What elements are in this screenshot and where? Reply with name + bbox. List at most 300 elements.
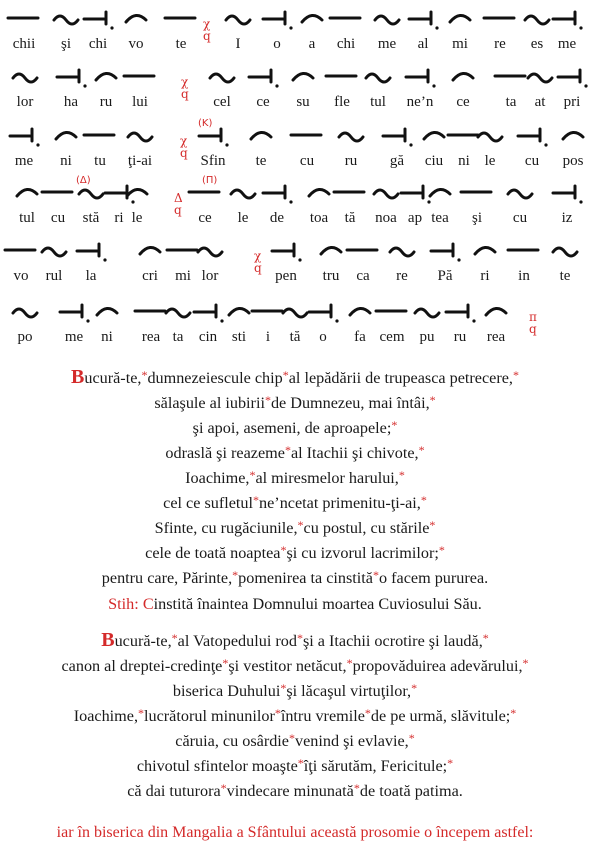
syllable: cu — [524, 153, 540, 169]
pthora-mark: (Π) — [202, 175, 218, 186]
syllable: at — [534, 94, 546, 110]
syllable: chii — [12, 36, 36, 52]
syllable: tul — [370, 94, 386, 110]
neume-dot — [457, 258, 460, 261]
verse-line — [0, 515, 590, 538]
neume-mark — [383, 129, 405, 141]
martyria-mark: q — [181, 87, 189, 101]
verse-line — [0, 365, 590, 388]
score-row — [0, 62, 590, 120]
neume-mark — [406, 70, 428, 82]
asterisk-mark: * — [284, 443, 291, 457]
neume-mark — [283, 309, 307, 317]
verse-line — [0, 703, 590, 726]
syllable: cri — [142, 268, 158, 284]
syllable: la — [85, 268, 97, 284]
syllable: i — [265, 329, 271, 345]
asterisk-mark: * — [264, 393, 271, 407]
neume-mark — [229, 308, 249, 315]
neume-mark — [10, 129, 32, 141]
verse-segment: Ioachime, — [73, 707, 139, 725]
verse-segment: ucură-te, — [114, 632, 172, 650]
asterisk-mark: * — [512, 368, 519, 382]
verse-line — [0, 390, 590, 413]
martyria-mark: q — [203, 29, 211, 43]
syllable: ta — [172, 329, 184, 345]
syllable: pri — [563, 94, 581, 110]
asterisk-mark: * — [398, 468, 405, 482]
martyria-mark: Δ — [174, 191, 183, 205]
neume-mark — [321, 247, 341, 254]
neume-mark — [309, 305, 331, 317]
asterisk-mark: * — [411, 681, 418, 695]
verse-segment: pomenirea ta cinstită — [238, 569, 373, 587]
neume-mark — [446, 305, 468, 317]
neume-dot — [289, 200, 292, 203]
verse-line — [0, 628, 590, 651]
syllable: ce — [256, 94, 270, 110]
neume-mark — [79, 190, 103, 198]
neume-mark — [17, 189, 37, 196]
syllable: I — [235, 36, 241, 52]
verse-segment: cel ce sufletul — [163, 494, 254, 512]
syllable: rea — [486, 329, 506, 345]
neume-mark — [263, 186, 285, 198]
syllable: mi — [452, 36, 468, 52]
neume-mark — [409, 12, 431, 24]
neume-mark — [251, 132, 271, 139]
syllable: cem — [379, 329, 405, 345]
stih-line — [0, 594, 590, 614]
neume-dot — [544, 143, 547, 146]
neume-dot — [275, 84, 278, 87]
syllable: tea — [431, 210, 449, 226]
asterisk-mark: * — [171, 631, 178, 645]
neume-mark — [166, 309, 190, 317]
asterisk-mark: * — [280, 681, 287, 695]
neume-mark — [390, 248, 414, 256]
neume-mark — [127, 189, 147, 196]
verse-segment: venind şi evlavie, — [294, 732, 409, 750]
syllable: te — [559, 268, 571, 284]
verse-segment: de toată patima. — [359, 782, 463, 800]
martyria-mark: χ — [181, 75, 189, 89]
verse-segment: pentru care, Părinte, — [101, 569, 233, 587]
syllable: ciu — [424, 153, 444, 169]
neume-mark — [293, 73, 313, 80]
verse-segment: al Vatopedului rod — [177, 632, 297, 650]
neume-mark — [525, 16, 549, 24]
syllable: de — [269, 210, 285, 226]
verse-segment: de Dumnezeu, mai întâi, — [270, 394, 430, 412]
verse-line — [0, 753, 590, 776]
neume-mark — [210, 74, 234, 82]
asterisk-mark: * — [138, 706, 145, 720]
syllable: ru — [453, 329, 467, 345]
neume-mark — [558, 70, 580, 82]
verse-segment: chivotul sfintelor moaşte — [136, 757, 298, 775]
verse-segment: căruia, cu osârdie — [175, 732, 289, 750]
neume-mark — [553, 186, 575, 198]
asterisk-mark: * — [429, 393, 436, 407]
syllable: tă — [344, 210, 356, 226]
verse-segment: că dai tuturora — [127, 782, 221, 800]
syllable: ru — [99, 94, 113, 110]
syllable: chi — [336, 36, 356, 52]
syllable: sti — [231, 329, 247, 345]
syllable: le — [237, 210, 249, 226]
asterisk-mark: * — [420, 493, 427, 507]
verse-segment: Sfinte, cu rugăciunile, — [154, 519, 298, 537]
neume-dot — [289, 26, 292, 29]
neume-mark — [563, 132, 583, 139]
syllable: ne’n — [406, 94, 434, 110]
syllable: ni — [458, 153, 470, 169]
neume-mark — [226, 16, 250, 24]
asterisk-mark: * — [141, 368, 148, 382]
asterisk-mark: * — [297, 518, 304, 532]
syllable: vo — [128, 36, 144, 52]
neume-dot — [131, 200, 134, 203]
syllable: re — [396, 268, 408, 284]
neume-strip — [0, 236, 590, 266]
asterisk-mark: * — [346, 656, 353, 670]
neume-mark — [453, 73, 473, 80]
neume-mark — [450, 15, 470, 22]
verse-segment: biserica Duhului — [172, 682, 281, 700]
neume-mark — [431, 244, 453, 256]
verse-segment: o facem pururea. — [378, 569, 489, 587]
asterisk-mark: * — [274, 706, 281, 720]
syllable: rea — [141, 329, 161, 345]
neume-mark — [475, 247, 495, 254]
neume-mark — [366, 74, 390, 82]
verse-segment: al lepădării de trupeasca petrecere, — [288, 369, 513, 387]
syllable: me — [64, 329, 84, 345]
neume-mark — [424, 132, 444, 139]
syllable: in — [518, 268, 530, 284]
verse-segment: al Itachii şi chivote, — [290, 444, 419, 462]
syllable: stă — [82, 210, 100, 226]
martyria-mark: χ — [254, 249, 262, 263]
verse-segment: şi lăcaşul virtuţilor, — [286, 682, 412, 700]
neume-mark — [84, 12, 106, 24]
asterisk-mark: * — [364, 706, 371, 720]
syllable: cu — [50, 210, 66, 226]
verse-segment: întru vremile — [280, 707, 365, 725]
score-row — [0, 175, 590, 236]
score-row — [0, 4, 590, 62]
asterisk-mark: * — [253, 493, 260, 507]
verse-line — [0, 490, 590, 513]
syllable: şi — [60, 36, 72, 52]
syllable: me — [557, 36, 577, 52]
syllable: gă — [389, 153, 405, 169]
syllable: al — [417, 36, 429, 52]
syllable: te — [255, 153, 267, 169]
neume-dot — [86, 319, 89, 322]
syllable: Pă — [437, 268, 453, 284]
syllable: tul — [19, 210, 35, 226]
verse-line — [0, 465, 590, 488]
verse-line — [0, 728, 590, 751]
neume-mark — [56, 132, 76, 139]
neume-mark — [199, 129, 221, 141]
neume-mark — [60, 305, 82, 317]
asterisk-mark: * — [510, 706, 517, 720]
asterisk-mark: * — [282, 368, 289, 382]
score-row — [0, 118, 590, 179]
syllable: le — [484, 153, 496, 169]
neume-mark — [553, 248, 577, 256]
asterisk-mark: * — [297, 756, 304, 770]
neume-mark — [54, 16, 78, 24]
verse-segment: îţi sărutăm, Fericitule; — [303, 757, 448, 775]
martyria-mark: χ — [203, 17, 211, 31]
asterisk-mark: * — [522, 656, 529, 670]
neume-mark — [97, 308, 117, 315]
syllable: vo — [13, 268, 29, 284]
stih-label: Stih: — [108, 595, 143, 613]
neume-dot — [83, 84, 86, 87]
neume-mark — [263, 12, 285, 24]
syllable: ta — [505, 94, 517, 110]
asterisk-mark: * — [296, 631, 303, 645]
dropcap: B — [71, 366, 85, 388]
martyria-mark: q — [254, 261, 262, 275]
neume-mark — [13, 309, 37, 317]
syllable: iz — [561, 210, 573, 226]
neume-mark — [42, 248, 66, 256]
score-row — [0, 236, 590, 294]
syllable: pen — [275, 268, 297, 284]
neume-mark — [13, 74, 37, 82]
stih-text: instită înaintea Domnului moartea Cuviosului Său. — [153, 595, 482, 613]
syllable: rul — [45, 268, 63, 284]
asterisk-mark: * — [429, 518, 436, 532]
neume-mark — [375, 16, 399, 24]
verse-line — [0, 415, 590, 438]
syllable: o — [273, 36, 281, 52]
neume-dot — [427, 200, 430, 203]
verse-segment: lucrătorul minunilor — [144, 707, 275, 725]
syllable: le — [131, 210, 143, 226]
verse-segment: şi vestitor netăcut, — [228, 657, 347, 675]
syllable: re — [494, 36, 506, 52]
neume-mark — [508, 190, 532, 198]
verse-line — [0, 678, 590, 701]
syllable: ce — [198, 210, 212, 226]
syllable: noa — [375, 210, 397, 226]
syllable: cu — [299, 153, 315, 169]
syllable: su — [296, 94, 310, 110]
asterisk-mark: * — [280, 543, 287, 557]
neume-mark — [415, 309, 439, 317]
neume-dot — [435, 26, 438, 29]
syllable: tă — [289, 329, 301, 345]
asterisk-mark: * — [372, 568, 379, 582]
neume-strip — [0, 121, 590, 151]
syllable: ha — [63, 94, 79, 110]
asterisk-mark: * — [391, 418, 398, 432]
neume-mark — [528, 74, 552, 82]
asterisk-mark: * — [482, 631, 489, 645]
neume-mark — [128, 133, 152, 141]
neume-dot — [432, 84, 435, 87]
asterisk-mark: * — [438, 543, 445, 557]
syllable: ce — [456, 94, 470, 110]
neume-mark — [77, 244, 99, 256]
verse-segment: propovăduirea adevărului, — [352, 657, 523, 675]
neume-strip — [0, 297, 590, 327]
neume-dot — [103, 258, 106, 261]
verse-line — [0, 778, 590, 801]
asterisk-mark: * — [418, 443, 425, 457]
syllable: o — [319, 329, 327, 345]
syllable: fle — [334, 94, 350, 110]
syllable: şi — [471, 210, 483, 226]
verse-segment: Ioachime, — [185, 469, 250, 487]
neume-dot — [110, 26, 113, 29]
syllable: lui — [132, 94, 148, 110]
verse-segment: cu postul, cu stările — [303, 519, 430, 537]
verse-segment: ne’ncetat primenitu-ţi-ai, — [259, 494, 421, 512]
asterisk-mark: * — [288, 731, 295, 745]
neume-mark — [430, 189, 450, 196]
martyria-mark: q — [529, 322, 537, 336]
neume-mark — [339, 133, 363, 141]
syllable: tru — [322, 268, 340, 284]
syllable: ni — [60, 153, 72, 169]
syllable: es — [530, 36, 544, 52]
neume-dot — [220, 319, 223, 322]
syllable: cin — [198, 329, 218, 345]
neume-mark — [57, 70, 79, 82]
syllable: chi — [88, 36, 108, 52]
verse-segment: canon al dreptei-credinţe — [61, 657, 223, 675]
neume-mark — [309, 189, 329, 196]
syllable: pos — [562, 153, 584, 169]
neume-mark — [105, 186, 127, 198]
syllable: lor — [16, 94, 34, 110]
syllable: ri — [114, 210, 124, 226]
martyria-mark: π — [529, 310, 537, 324]
verse-segment: şi a Itachii ocrotire şi laudă, — [302, 632, 483, 650]
asterisk-mark: * — [447, 756, 454, 770]
neume-dot — [579, 26, 582, 29]
neume-strip — [0, 4, 590, 34]
neume-mark — [553, 12, 575, 24]
verse-segment: ucură-te, — [84, 369, 142, 387]
verse-line — [0, 440, 590, 463]
syllable: ca — [356, 268, 370, 284]
neume-mark — [478, 133, 502, 141]
neume-mark — [194, 305, 216, 317]
pthora-mark: (K) — [198, 118, 213, 129]
neume-mark — [249, 70, 271, 82]
syllable: mi — [175, 268, 191, 284]
asterisk-mark: * — [220, 781, 227, 795]
syllable: te — [175, 36, 187, 52]
verse-segment: al miresmelor harului, — [255, 469, 399, 487]
neume-mark — [96, 73, 116, 80]
neume-mark — [126, 15, 146, 22]
syllable: toa — [309, 210, 329, 226]
syllable: me — [14, 153, 34, 169]
asterisk-mark: * — [353, 781, 360, 795]
neume-mark — [272, 244, 294, 256]
verse-line — [0, 653, 590, 676]
neume-mark — [350, 308, 370, 315]
syllable: lor — [201, 268, 219, 284]
neume-mark — [140, 247, 160, 254]
syllable: po — [17, 329, 33, 345]
score-row — [0, 297, 590, 355]
pthora-mark: (Δ) — [76, 175, 91, 186]
asterisk-mark: * — [232, 568, 239, 582]
neume-dot — [36, 143, 39, 146]
verse-segment: sălaşule al iubirii — [154, 394, 265, 412]
dropcap: B — [101, 629, 115, 651]
martyria-mark: q — [174, 203, 182, 217]
neume-dot — [335, 319, 338, 322]
neume-strip — [0, 62, 590, 92]
martyria-mark: χ — [180, 134, 188, 148]
syllable: ri — [480, 268, 490, 284]
neume-mark — [198, 248, 222, 256]
verse-line — [0, 565, 590, 588]
stih-dropcap: C — [142, 595, 154, 613]
asterisk-mark: * — [222, 656, 229, 670]
neume-mark — [302, 15, 322, 22]
verse-segment: şi apoi, asemeni, de aproapele; — [192, 419, 392, 437]
syllable: ţi-ai — [127, 153, 153, 169]
asterisk-mark: * — [408, 731, 415, 745]
syllable: tu — [94, 153, 106, 169]
syllable: pu — [419, 329, 435, 345]
neume-dot — [579, 200, 582, 203]
syllable: fa — [354, 329, 366, 345]
neume-dot — [298, 258, 301, 261]
neume-dot — [472, 319, 475, 322]
syllable: ru — [344, 153, 358, 169]
syllable: me — [377, 36, 397, 52]
verse-segment: de pe urmă, slăvitule; — [370, 707, 511, 725]
neume-mark — [401, 186, 423, 198]
neume-mark — [486, 308, 506, 315]
neume-mark — [518, 129, 540, 141]
neume-mark — [374, 190, 398, 198]
footer-rubric: iar în biserica din Mangalia a Sfântului această prosomie o începem astfel: — [56, 824, 534, 841]
syllable: ni — [101, 329, 113, 345]
verse-segment: vindecare minunată — [226, 782, 354, 800]
verse-segment: dumnezeiescule chip — [147, 369, 283, 387]
verse-segment: cele de toată noaptea — [145, 544, 281, 562]
syllable: a — [308, 36, 316, 52]
verse-segment: odraslă şi reazeme — [165, 444, 285, 462]
neume-mark — [231, 190, 255, 198]
syllable: cu — [512, 210, 528, 226]
verse-segment: şi cu izvorul lacrimilor; — [286, 544, 439, 562]
syllable: cel — [213, 94, 231, 110]
martyria-mark: q — [180, 146, 188, 160]
syllable: ap — [407, 210, 423, 226]
neume-dot — [225, 143, 228, 146]
verse-line — [0, 540, 590, 563]
neume-dot — [409, 143, 412, 146]
neume-dot — [584, 84, 587, 87]
syllable: Sfin — [200, 153, 226, 169]
